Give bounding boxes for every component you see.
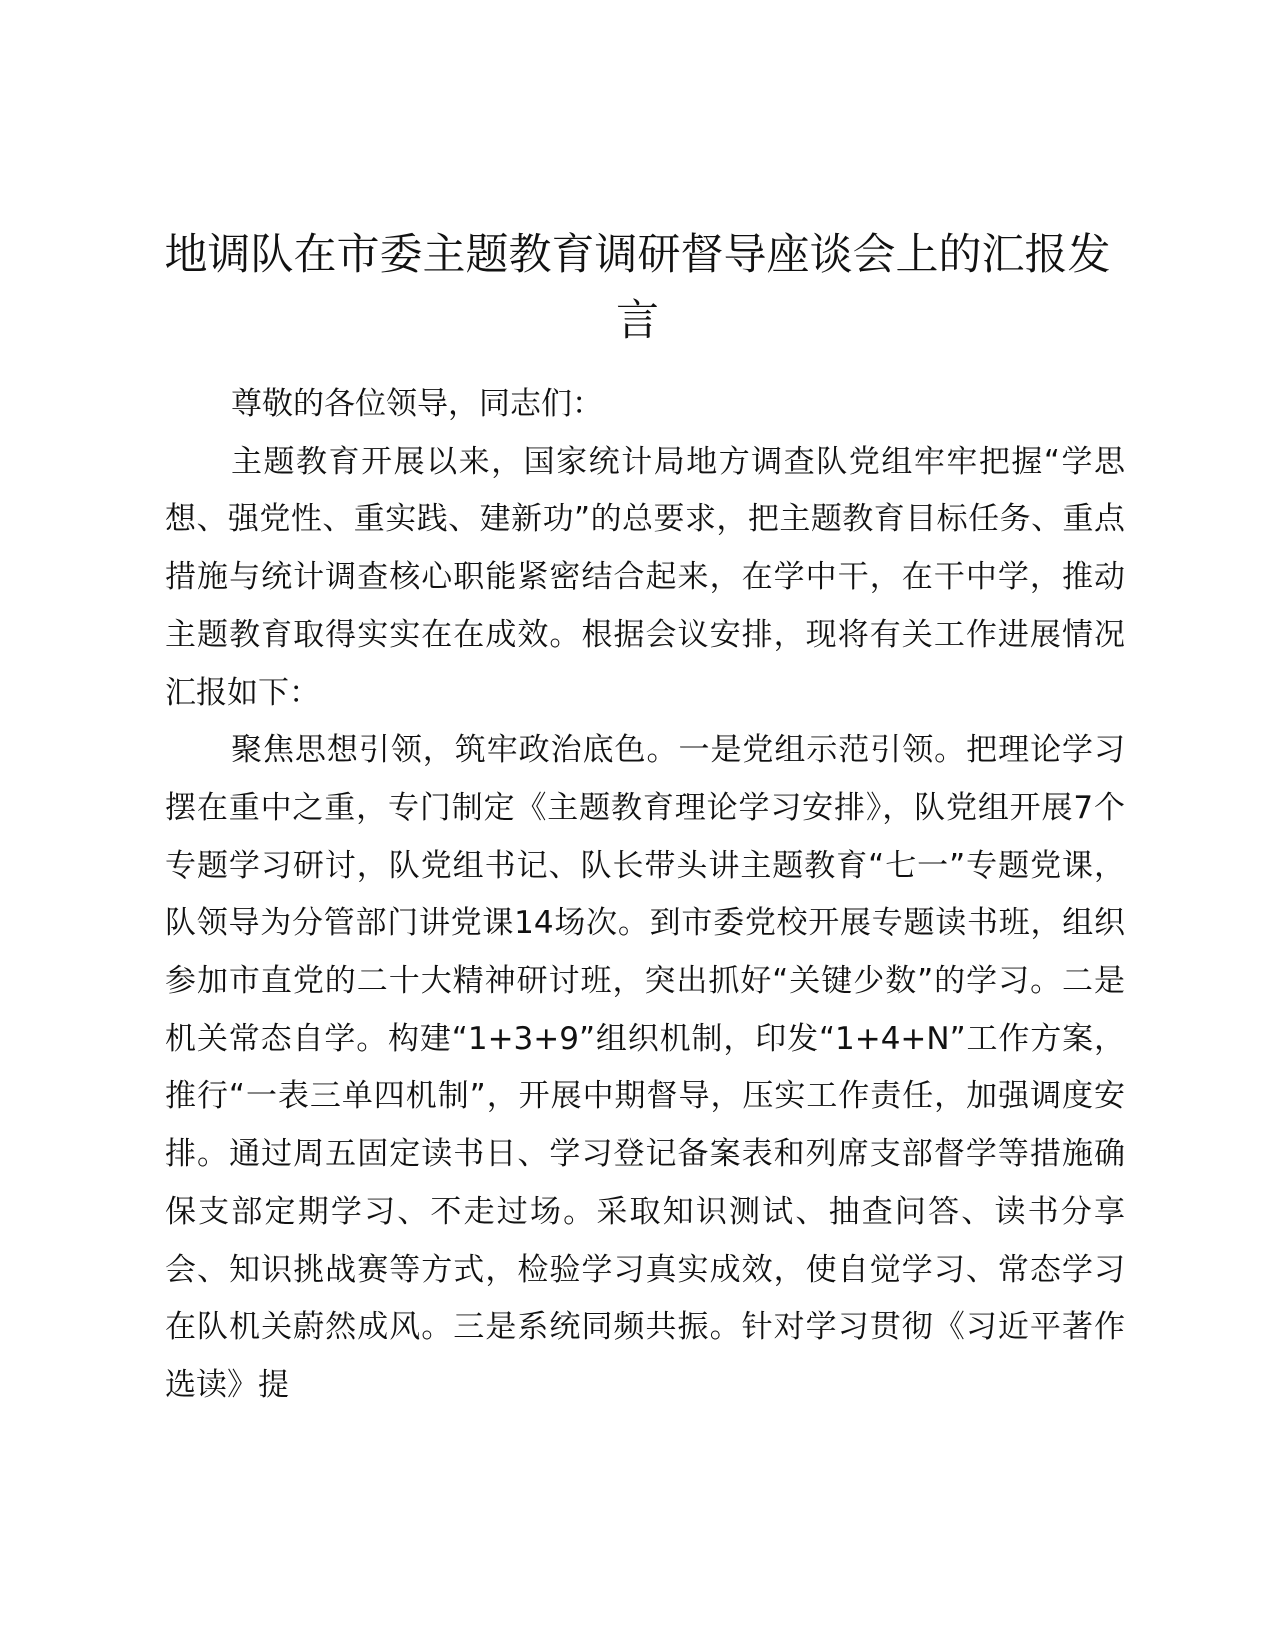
document-body bbox=[165, 376, 1125, 1415]
intro-paragraph: 主题教育开展以来，国家统计局地方调查队党组牢牢把握“学思想、强党性、重实践、建新功”的总要求，把主题教育目标任务、重点措施与统计调查核心职能紧密结合起来，在学中干，在干中学，推动主题教育取得实实在在成效。根据会议安排，现将有关工作进展情况汇报如下： bbox=[165, 443, 1125, 711]
document-title: 地调队在市委主题教育调研督导座谈会上的汇报发言 bbox=[164, 230, 1111, 346]
section-paragraph: 聚焦思想引领，筑牢政治底色。一是党组示范引领。把理论学习摆在重中之重，专门制定《主题教育理论学习安排》，队党组开展7个专题学习研讨，队党组书记、队长带头讲主题教育“七一”专题党课，队领导为分管部门讲党课14场次。到市委党校开展专题读书班，组织参加市直党的二十大精神研讨班，突出抓好“关键少数”的学习。二是机关常态自学。构建“1+3+9”组织机制，印发“1+4+N”工作方案，推行“一表三单四机制”，开展中期督导，压实工作责任，加强调度安排。通过周五固定读书日、学习登记备案表和列席支部督学等措施确保支部定期学习、不走过场。采取知识测试、抽查问答、读书分享会、知识挑战赛等方式，检验学习真实成效，使自觉学习、常态学习在队机关蔚然成风。三是系统同频共振。针对学习贯彻《习近平著作选读》提 bbox=[165, 732, 1125, 1403]
salutation-paragraph: 尊敬的各位领导，同志们： bbox=[231, 386, 603, 422]
